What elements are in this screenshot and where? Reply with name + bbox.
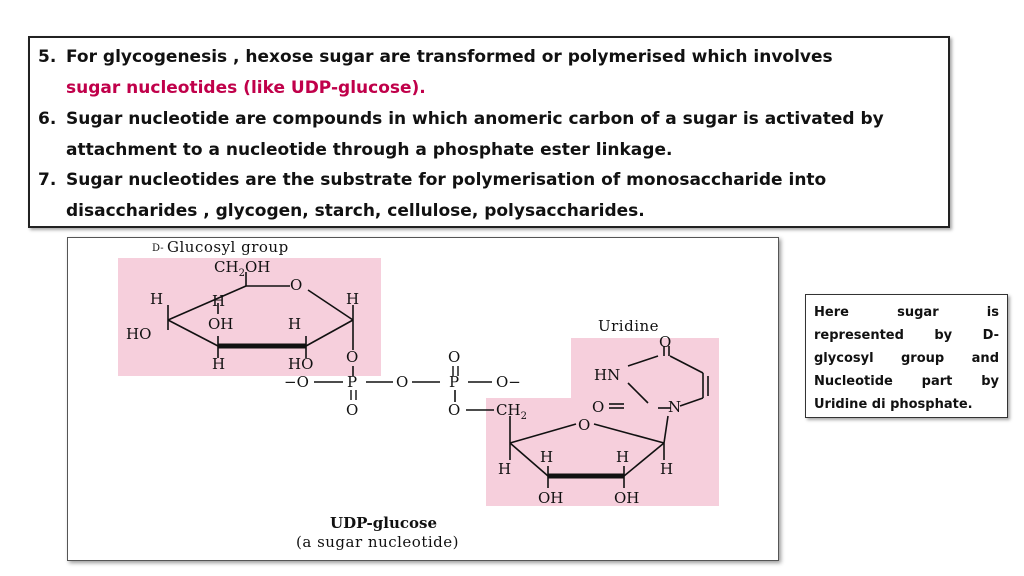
atom-h: H [346, 290, 360, 308]
atom-h: H [540, 448, 554, 466]
atom-o: O [396, 373, 409, 391]
glucosyl-label-prefix: D- [152, 243, 164, 254]
atom-hn: HN [594, 366, 621, 384]
point-7 [38, 165, 938, 227]
point-number: 5. [38, 47, 57, 67]
point-6 [38, 104, 938, 166]
point-number: 7. [38, 170, 57, 190]
point-highlight: sugar nucleotides (like UDP-glucose). [66, 78, 426, 98]
atom-o: O [448, 401, 461, 419]
atom-o: O [346, 401, 359, 419]
note-box: Here sugar is represented by D-glycosyl group and Nucleotide part by Uridine di phosphate. [805, 294, 1008, 418]
atom-o: O [346, 348, 359, 366]
atom-h: H [212, 292, 226, 310]
ch2oh-group: $CH_2OH$ [214, 258, 271, 279]
atom-oh: OH [208, 315, 234, 333]
text-box [28, 36, 950, 228]
atom-oh: OH [614, 489, 640, 507]
caption-title: UDP-glucose [330, 514, 437, 532]
glucosyl-label: Glucosyl group [167, 238, 289, 256]
point-text: Sugar nucleotides are the substrate for polymerisation of monosaccharide into disaccharides , glycogen, starch, cellulose, polysaccharides. [66, 170, 827, 221]
atom-ho: HO [288, 355, 314, 373]
caption-subtitle: (a sugar nucleotide) [296, 533, 459, 551]
atom-h: H [288, 315, 302, 333]
atom-p: P [347, 373, 358, 391]
atom-ho: HO [126, 325, 152, 343]
point-5 [38, 42, 938, 104]
atom-o: O [448, 348, 461, 366]
atom-n: N [668, 398, 682, 416]
udp-glucose-figure [67, 237, 779, 561]
atom-minus-o: −O [284, 373, 309, 391]
atom-h: H [616, 448, 630, 466]
point-text: For glycogenesis , hexose sugar are transformed or polymerised which involves [66, 47, 833, 67]
udp-glucose-structure [68, 238, 780, 562]
point-number: 6. [38, 109, 57, 129]
atom-oh: OH [538, 489, 564, 507]
atom-p: P [449, 373, 460, 391]
ring-oxygen: O [578, 416, 591, 434]
atom-o: O [659, 333, 672, 351]
atom-o-minus: O− [496, 373, 521, 391]
ring-oxygen: O [290, 276, 303, 294]
atom-o: O [592, 398, 605, 416]
atom-h: H [150, 290, 164, 308]
atom-h: H [212, 355, 226, 373]
ch2-group: $CH_2$ [496, 401, 527, 422]
uridine-label: Uridine [598, 317, 660, 335]
atom-h: H [498, 460, 512, 478]
atom-h: H [660, 460, 674, 478]
point-text: Sugar nucleotide are compounds in which anomeric carbon of a sugar is activated by attachment to a nucleotide through a phosphate ester linkage. [66, 109, 884, 160]
